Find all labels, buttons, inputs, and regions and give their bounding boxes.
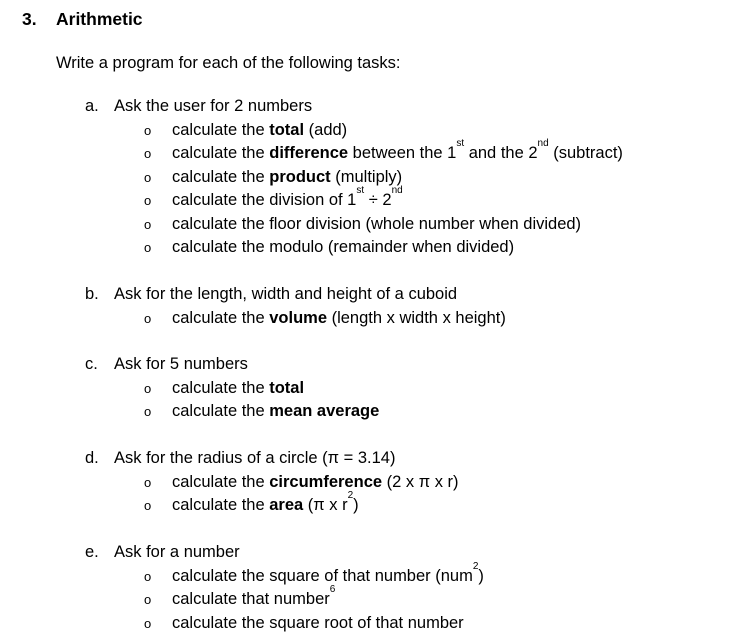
- text-run: (multiply): [330, 167, 403, 186]
- bullet-circle-icon: o: [144, 310, 152, 326]
- section-heading: [22, 8, 143, 30]
- list-item: [85, 400, 379, 424]
- text-run: calculate the: [172, 496, 270, 514]
- subtask-list: [85, 307, 506, 331]
- task-section-b: [85, 283, 506, 330]
- text-run: calculate the: [172, 472, 270, 491]
- list-item: [85, 612, 484, 636]
- bullet-circle-icon: o: [144, 216, 152, 232]
- text-run: Ask for the length, width and height of a cuboid: [114, 285, 458, 303]
- list-item: [85, 185, 623, 213]
- text-run: (π x r: [303, 496, 348, 514]
- superscript: 2: [472, 560, 479, 572]
- list-item: [85, 584, 484, 612]
- list-item: [85, 471, 459, 495]
- task-title: [85, 283, 506, 307]
- text-run: (2 x π x r): [382, 472, 459, 491]
- bullet-circle-icon: o: [144, 498, 152, 513]
- subtask-list: [85, 560, 484, 636]
- bullet-circle-icon: o: [144, 404, 152, 419]
- bold-term: total: [269, 378, 305, 397]
- list-item: [85, 236, 623, 260]
- task-section-c: [85, 353, 379, 424]
- list-item: [85, 166, 623, 190]
- subtask-list: [85, 377, 379, 424]
- list-item: [85, 138, 623, 166]
- heading-number: 3.: [22, 9, 37, 29]
- task-section-a: [85, 95, 623, 260]
- superscript: nd: [391, 185, 403, 196]
- list-item: [85, 560, 484, 589]
- bullet-circle-icon: o: [144, 169, 152, 185]
- bullet-circle-icon: o: [144, 146, 152, 161]
- subtask-list: [85, 471, 459, 518]
- text-run: ÷ 2: [364, 191, 392, 209]
- text-run: (length x width x height): [327, 308, 506, 327]
- text-run: calculate the floor division (whole number when divided): [172, 214, 582, 233]
- task-title: [85, 447, 459, 471]
- bullet-circle-icon: o: [144, 474, 152, 490]
- text-run: calculate the division of 1: [172, 191, 357, 209]
- subtask-list: [85, 119, 623, 260]
- text-run: calculate the: [172, 308, 270, 327]
- text-run: between the 1: [348, 144, 457, 162]
- bullet-circle-icon: o: [144, 122, 152, 138]
- superscript: 2: [347, 490, 354, 501]
- text-run: calculate the square root of that number: [172, 613, 464, 632]
- bold-term: circumference: [269, 472, 383, 491]
- text-run: (add): [304, 120, 348, 139]
- text-run: calculate the modulo (remainder when divided): [172, 238, 515, 256]
- list-item: [85, 307, 506, 331]
- bold-term: mean average: [269, 402, 380, 420]
- text-run: calculate the square of that number (num: [172, 566, 473, 585]
- text-run: Ask the user for 2 numbers: [114, 97, 313, 115]
- text-run: calculate the: [172, 402, 270, 420]
- text-run: ): [478, 566, 484, 585]
- text-run: Ask for 5 numbers: [114, 355, 248, 373]
- bold-term: total: [269, 120, 305, 139]
- text-run: calculate the: [172, 378, 270, 397]
- bullet-circle-icon: o: [144, 592, 152, 607]
- task-section-d: [85, 447, 459, 518]
- superscript: nd: [537, 138, 549, 149]
- task-title: [85, 95, 623, 119]
- bullet-circle-icon: o: [144, 568, 152, 584]
- superscript: st: [456, 138, 465, 149]
- task-title: [85, 541, 484, 565]
- bold-term: difference: [269, 144, 349, 162]
- bold-term: volume: [269, 308, 328, 327]
- task-section-e: [85, 541, 484, 635]
- superscript: st: [356, 185, 365, 196]
- bullet-circle-icon: o: [144, 240, 152, 255]
- text-run: calculate the: [172, 167, 270, 186]
- bullet-circle-icon: o: [144, 615, 152, 631]
- text-run: Ask for the radius of a circle (π = 3.14): [114, 449, 396, 467]
- task-letter: a.: [85, 97, 99, 115]
- task-letter: d.: [85, 449, 99, 467]
- list-item: [85, 213, 623, 237]
- text-run: (subtract): [548, 144, 623, 162]
- bold-term: area: [269, 496, 304, 514]
- task-letter: c.: [85, 355, 98, 373]
- task-letter: e.: [85, 543, 99, 561]
- text-run: Ask for a number: [114, 543, 240, 561]
- text-run: and the 2: [464, 144, 538, 162]
- text-run: calculate the: [172, 120, 270, 139]
- text-run: calculate that number: [172, 590, 330, 608]
- superscript: 6: [329, 584, 336, 595]
- bold-term: product: [269, 167, 331, 186]
- text-run: calculate the: [172, 144, 270, 162]
- bullet-circle-icon: o: [144, 193, 152, 208]
- intro-text: Write a program for each of the following tasks:: [56, 54, 401, 72]
- text-run: ): [353, 496, 359, 514]
- list-item: [85, 377, 379, 401]
- list-item: [85, 490, 459, 518]
- task-title: [85, 353, 379, 377]
- heading-title: Arithmetic: [56, 9, 143, 29]
- task-letter: b.: [85, 285, 99, 303]
- bullet-circle-icon: o: [144, 380, 152, 396]
